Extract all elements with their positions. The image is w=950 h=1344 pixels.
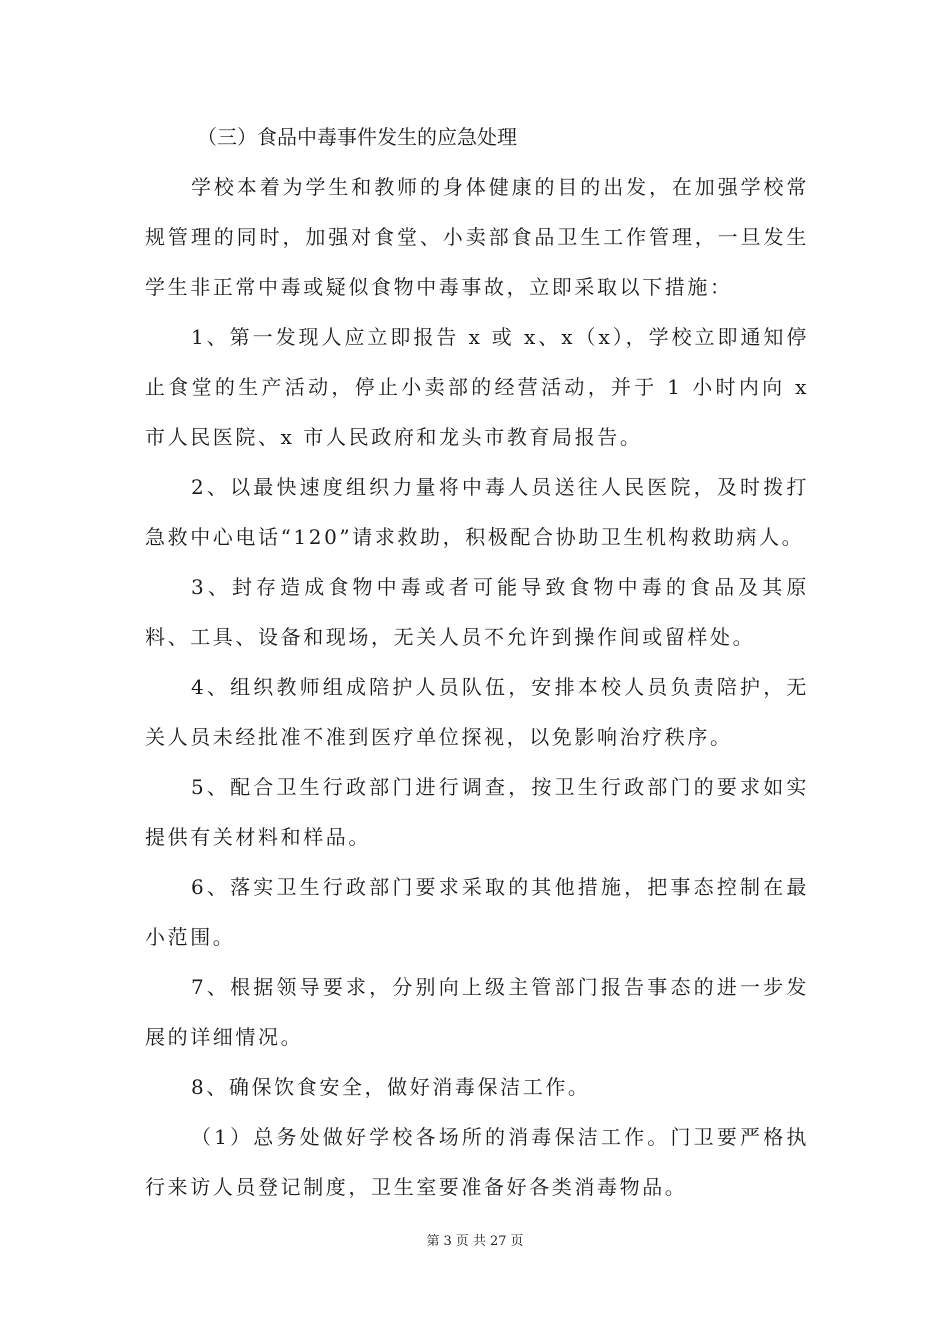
paragraph-item-8: 8、确保饮食安全，做好消毒保洁工作。 [191,1075,591,1099]
paragraph-item-1: 1、第一发现人应立即报告 x 或 x、x（x），学校立即通知停止食堂的生产活动，停止小卖部的经营活动，并于 1 小时内向 x 市人民医院、x 市人民政府和龙头市教育局报告。 [145,325,809,449]
paragraph-intro: 学校本着为学生和教师的身体健康的目的出发，在加强学校常规管理的同时，加强对食堂、小卖部食品卫生工作管理，一旦发生学生非正常中毒或疑似食物中毒事故，立即采取以下措施： [145,175,809,299]
page-footer [0,1230,950,1249]
paragraph-item-3: 3、封存造成食物中毒或者可能导致食物中毒的食品及其原料、工具、设备和现场，无关人员不允许到操作间或留样处。 [145,575,809,649]
paragraph-item-2: 2、以最快速度组织力量将中毒人员送往人民医院，及时拨打急救中心电话“120”请求救助，积极配合协助卫生机构救助病人。 [145,475,809,549]
footer-current-page: 3 [443,1234,452,1249]
footer-total-pages: 27 [489,1234,507,1249]
document-body [145,112,809,1212]
paragraph-item-6: 6、落实卫生行政部门要求采取的其他措施，把事态控制在最小范围。 [145,875,809,949]
paragraph-item-7: 7、根据领导要求，分别向上级主管部门报告事态的进一步发展的详细情况。 [145,975,809,1049]
section-heading: （三）食品中毒事件发生的应急处理 [197,125,517,149]
paragraph-item-4: 4、组织教师组成陪护人员队伍，安排本校人员负责陪护，无关人员未经批准不准到医疗单位探视，以免影响治疗秩序。 [145,675,809,749]
paragraph-subitem-1: （1）总务处做好学校各场所的消毒保洁工作。门卫要严格执行来访人员登记制度，卫生室要准备好各类消毒物品。 [145,1125,809,1199]
footer-prefix: 第 [426,1234,440,1249]
paragraph-item-5: 5、配合卫生行政部门进行调查，按卫生行政部门的要求如实提供有关材料和样品。 [145,775,809,849]
footer-suffix: 页 [510,1234,524,1249]
footer-middle: 页 共 [455,1234,486,1249]
